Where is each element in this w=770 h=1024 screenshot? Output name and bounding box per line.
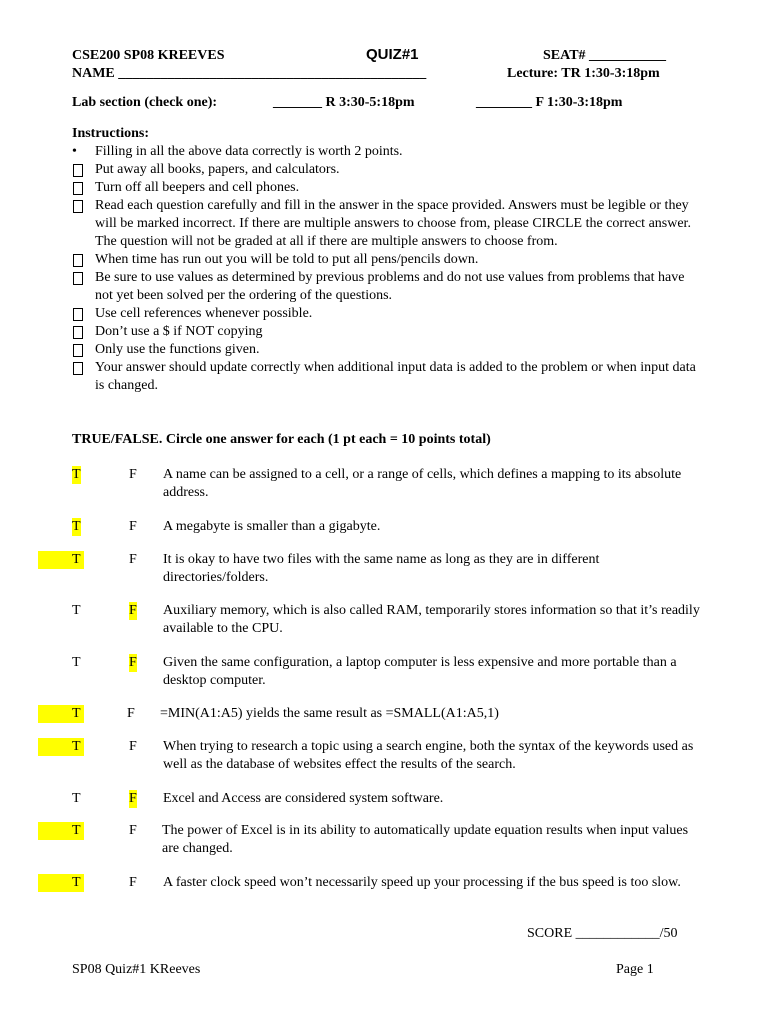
instruction-item (72, 251, 702, 269)
instructions-title: Instructions: (72, 126, 150, 141)
question-text: A megabyte is smaller than a gigabyte. (163, 519, 381, 534)
question-text: Given the same configuration, a laptop computer is less expensive and more portable than a desktop computer. (163, 655, 677, 688)
true-option[interactable]: T (72, 875, 81, 890)
course-title: CSE200 SP08 KREEVES (72, 48, 225, 63)
seat-field: SEAT# ___________ (543, 48, 667, 63)
section-title: TRUE/FALSE. Circle one answer for each (1 pt each = 10 points total) (72, 432, 491, 447)
true-option[interactable]: T (72, 706, 81, 721)
instruction-text: Your answer should update correctly when additional input data is added to the problem or when input data is changed. (95, 360, 696, 393)
instruction-item (72, 179, 702, 197)
true-option[interactable]: T (72, 467, 81, 482)
lab-option-r: _______ R 3:30-5:18pm (273, 95, 415, 110)
bullet-box-icon (72, 269, 88, 291)
instruction-text: Filling in all the above data correctly is worth 2 points. (95, 144, 403, 159)
instruction-item (72, 323, 702, 341)
true-option[interactable]: T (72, 519, 81, 534)
false-option[interactable]: F (129, 823, 137, 838)
question-text: A faster clock speed won’t necessarily speed up your processing if the bus speed is too slow. (163, 875, 681, 890)
instruction-text: Only use the functions given. (95, 342, 260, 357)
question-text: The power of Excel is in its ability to automatically update equation results when input values are changed. (162, 823, 689, 856)
instructions-list (72, 143, 702, 395)
page-number: Page 1 (616, 962, 654, 977)
name-field: NAME ____________________________________________ (72, 66, 427, 81)
true-option[interactable]: T (72, 603, 81, 618)
footer-left: SP08 Quiz#1 KReeves (72, 962, 201, 977)
instruction-item (72, 269, 702, 305)
bullet-box-icon (72, 197, 88, 219)
false-option[interactable]: F (127, 706, 135, 721)
instruction-text: Read each question carefully and fill in the answer in the space provided. Answers must be legible or they will be marked incorrect. If there are multiple answers to choose from, please CIRCLE the correct answer. The question will not be graded at all if there are multiple answers to choose from. (95, 198, 691, 249)
question-text: =MIN(A1:A5) yields the same result as =SMALL(A1:A5,1) (160, 706, 499, 721)
lab-option-f: ________ F 1:30-3:18pm (476, 95, 623, 110)
true-option[interactable]: T (72, 552, 81, 567)
false-option[interactable]: F (129, 552, 137, 567)
question-text: Excel and Access are considered system software. (163, 791, 444, 806)
true-option[interactable]: T (72, 739, 81, 754)
instruction-text: Turn off all beepers and cell phones. (95, 180, 300, 195)
instruction-item (72, 143, 702, 161)
question-text: When trying to research a topic using a search engine, both the syntax of the keywords used as well as the database of websites effect the results of the search. (163, 739, 694, 772)
instruction-item (72, 305, 702, 323)
instruction-text: Don’t use a $ if NOT copying (95, 324, 263, 339)
question-text: A name can be assigned to a cell, or a range of cells, which defines a mapping to its absolute address. (163, 467, 682, 500)
bullet-dot-icon: • (72, 144, 77, 159)
false-option[interactable]: F (129, 603, 137, 618)
instruction-item (72, 197, 702, 251)
instruction-text: Use cell references whenever possible. (95, 306, 313, 321)
true-option[interactable]: T (72, 791, 81, 806)
instruction-item (72, 359, 702, 395)
instruction-text: When time has run out you will be told to put all pens/pencils down. (95, 252, 479, 267)
false-option[interactable]: F (129, 655, 137, 670)
false-option[interactable]: F (129, 519, 137, 534)
instruction-item (72, 341, 702, 359)
false-option[interactable]: F (129, 791, 137, 806)
instruction-text: Put away all books, papers, and calculators. (95, 162, 340, 177)
lecture-info: Lecture: TR 1:30-3:18pm (507, 66, 660, 81)
bullet-box-icon (72, 359, 88, 381)
false-option[interactable]: F (129, 739, 137, 754)
false-option[interactable]: F (129, 467, 137, 482)
true-option[interactable]: T (72, 823, 81, 838)
false-option[interactable]: F (129, 875, 137, 890)
quiz-title: QUIZ#1 (366, 46, 419, 63)
score-field: SCORE ____________/50 (527, 926, 678, 941)
question-text: It is okay to have two files with the same name as long as they are in different directories/folders. (163, 552, 600, 585)
true-option[interactable]: T (72, 655, 81, 670)
instruction-item (72, 161, 702, 179)
question-text: Auxiliary memory, which is also called RAM, temporarily stores information so that it’s readily available to the CPU. (163, 603, 700, 636)
lab-section-label: Lab section (check one): (72, 95, 218, 110)
instruction-text: Be sure to use values as determined by previous problems and do not use values from problems that have not yet been solved per the ordering of the questions. (95, 270, 685, 303)
